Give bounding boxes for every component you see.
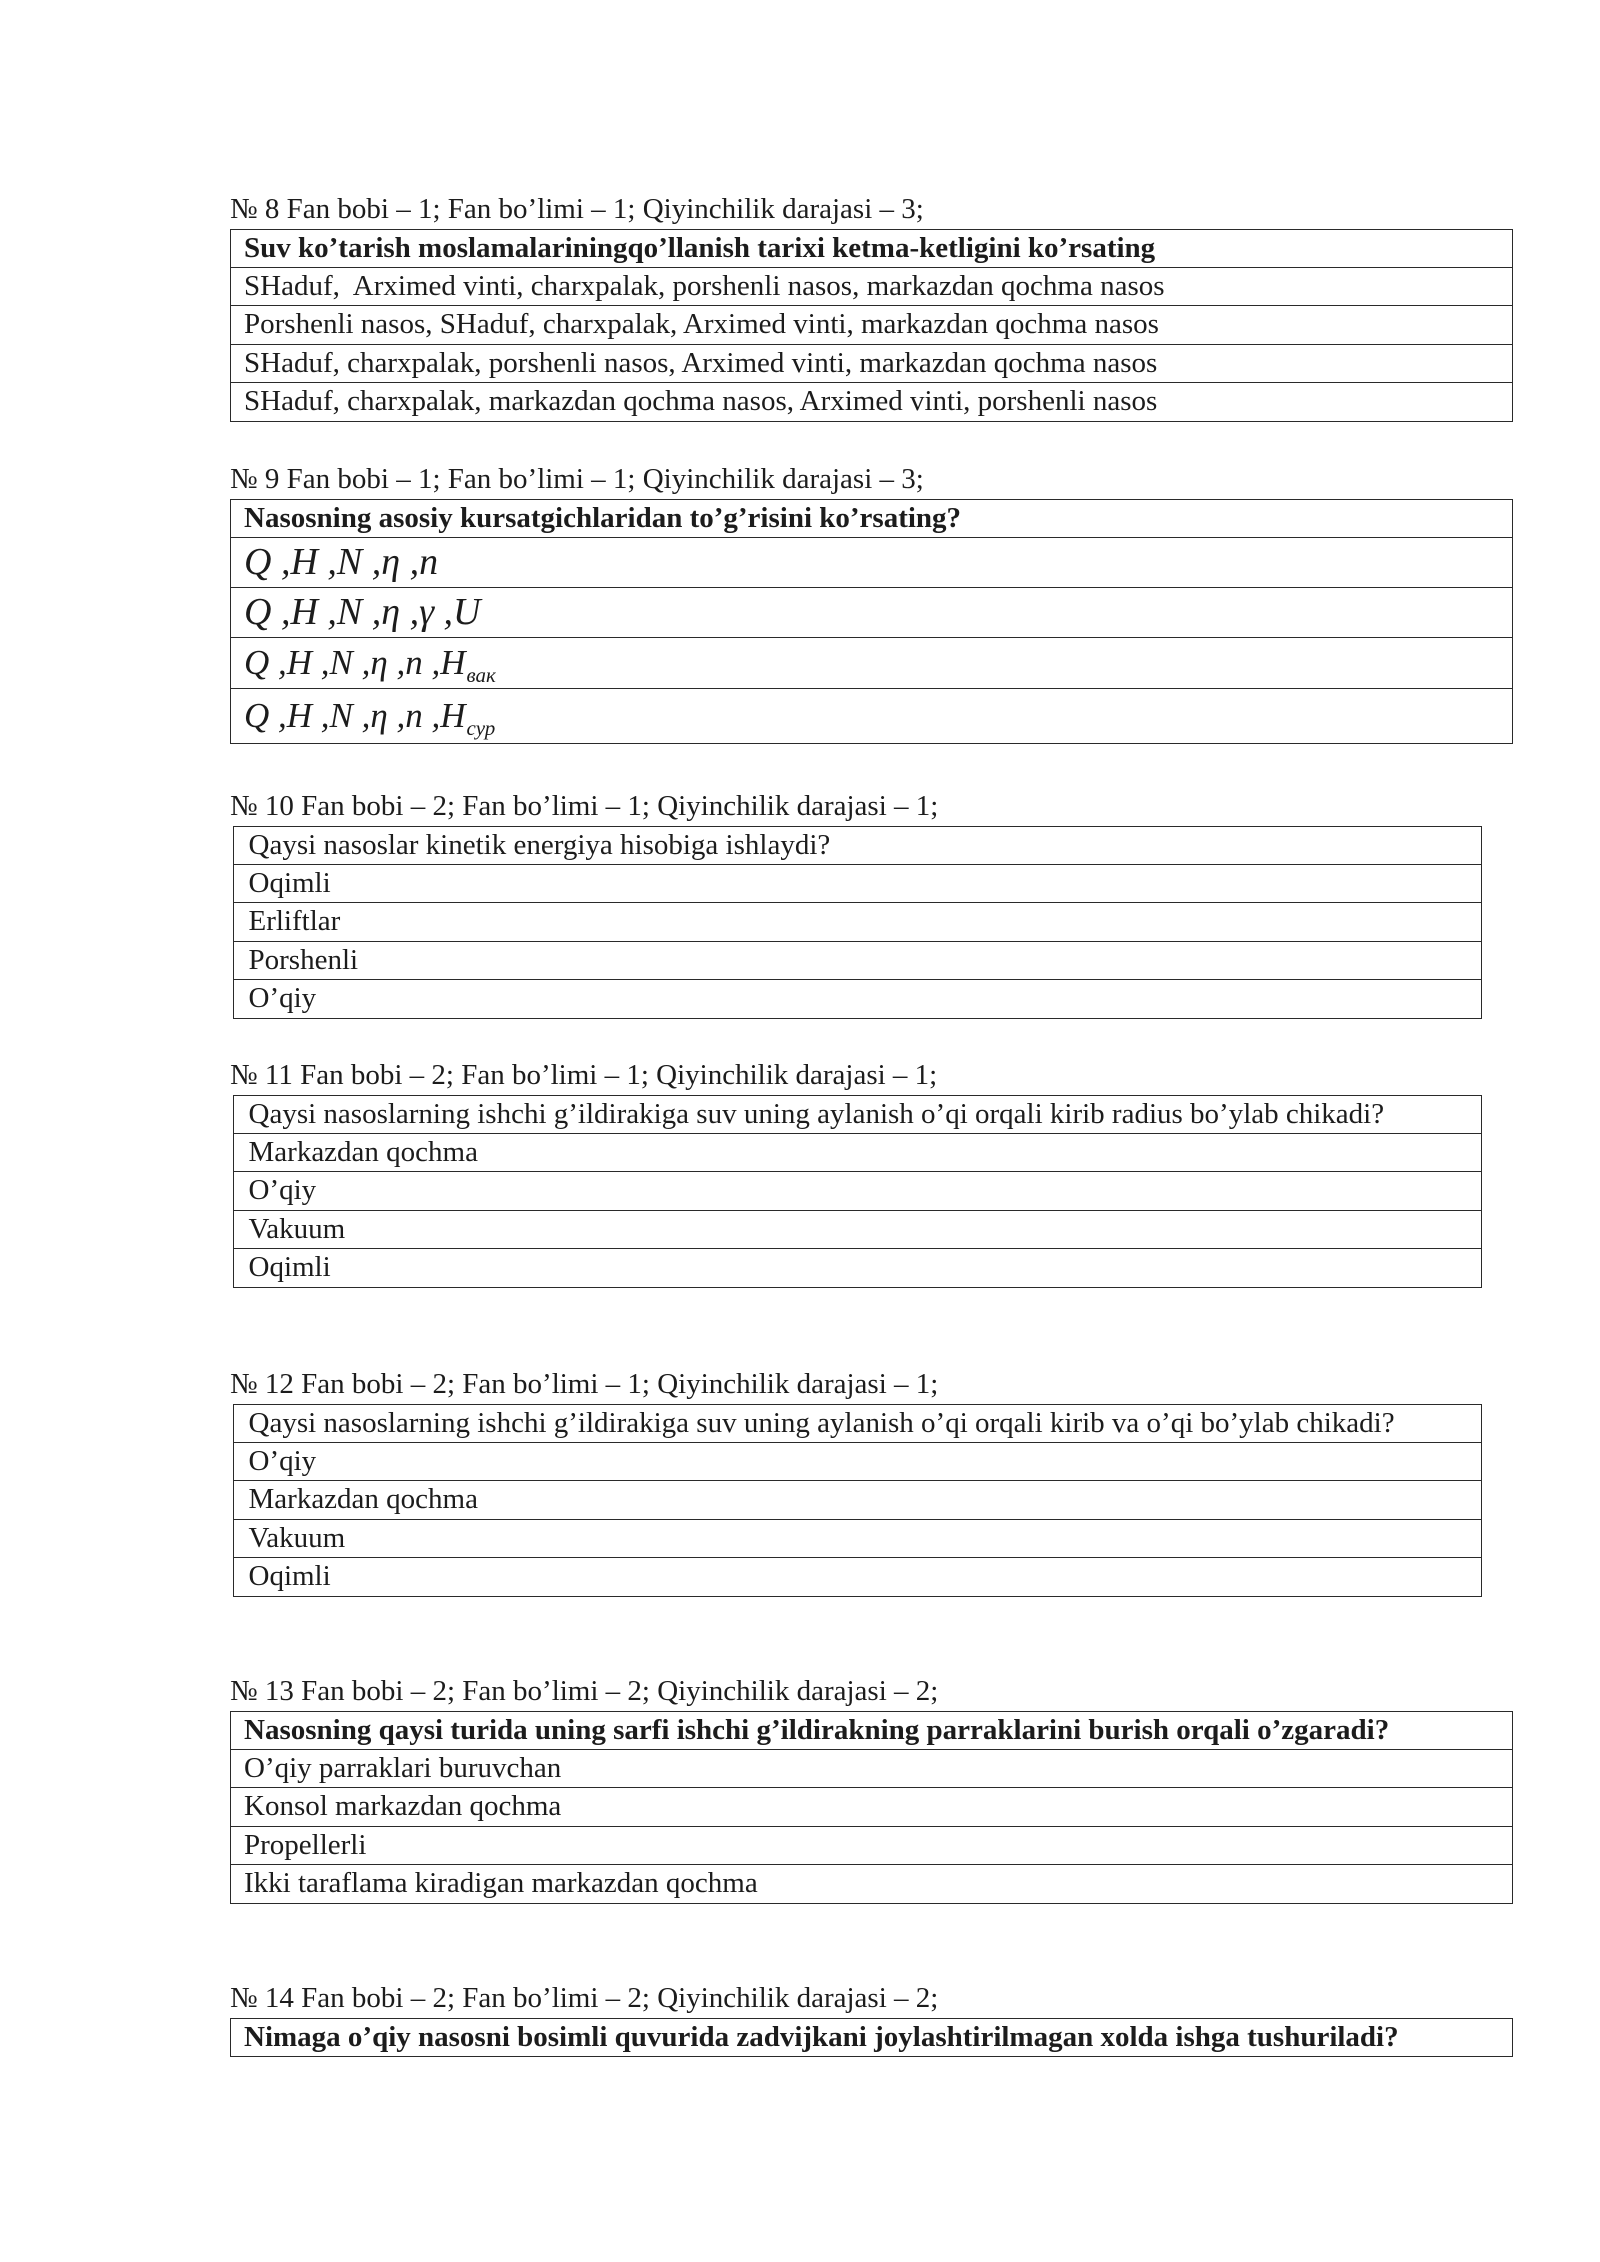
answer-option: SHaduf, Arximed vinti, charxpalak, porshenli nasos, markazdan qochma nasos bbox=[231, 267, 1512, 305]
answer-option: Markazdan qochma bbox=[234, 1480, 1481, 1518]
answer-option: SHaduf, charxpalak, markazdan qochma nasos, Arximed vinti, porshenli nasos bbox=[231, 382, 1512, 420]
answer-option: Porshenli nasos, SHaduf, charxpalak, Arximed vinti, markazdan qochma nasos bbox=[231, 305, 1512, 343]
question-header: № 12 Fan bobi – 2; Fan bo’limi – 1; Qiyinchilik darajasi – 1; bbox=[230, 1368, 939, 1400]
answer-option: Erliftlar bbox=[234, 902, 1481, 940]
formula-subscript: сур bbox=[466, 716, 496, 740]
answer-option: O’qiy bbox=[234, 1442, 1481, 1480]
question-table bbox=[230, 229, 1513, 422]
question-text: Qaysi nasoslar kinetik energiya hisobiga ishlaydi? bbox=[248, 828, 831, 861]
answer-option: O’qiy bbox=[234, 979, 1481, 1017]
answer-formula bbox=[231, 587, 1512, 638]
question-table bbox=[230, 2018, 1513, 2057]
question-block bbox=[230, 1979, 1513, 2057]
answer-formula bbox=[231, 637, 1512, 688]
answer-option: Porshenli bbox=[234, 941, 1481, 979]
answer-option: Oqimli bbox=[234, 1248, 1481, 1286]
question-table bbox=[233, 826, 1482, 1019]
question-header: № 10 Fan bobi – 2; Fan bo’limi – 1; Qiyinchilik darajasi – 1; bbox=[230, 790, 939, 822]
answer-option: Markazdan qochma bbox=[234, 1133, 1481, 1171]
answer-option: Ikki taraflama kiradigan markazdan qochma bbox=[231, 1864, 1512, 1902]
answer-option: Vakuum bbox=[234, 1519, 1481, 1557]
formula-text: Q ,H ,N ,η ,n bbox=[244, 541, 439, 584]
answer-option: O’qiy bbox=[234, 1171, 1481, 1209]
answer-option: Vakuum bbox=[234, 1210, 1481, 1248]
question-header: № 11 Fan bobi – 2; Fan bo’limi – 1; Qiyinchilik darajasi – 1; bbox=[230, 1059, 938, 1091]
question-text: Nasosning asosiy kursatgichlaridan to’g’risini ko’rsating? bbox=[244, 501, 962, 534]
question-header: № 9 Fan bobi – 1; Fan bo’limi – 1; Qiyinchilik darajasi – 3; bbox=[230, 463, 924, 495]
question-block bbox=[230, 460, 1513, 744]
question-header: № 8 Fan bobi – 1; Fan bo’limi – 1; Qiyinchilik darajasi – 3; bbox=[230, 193, 924, 225]
question-text: Suv ko’tarish moslamalariningqo’llanish tarixi ketma-ketligini ko’rsating bbox=[244, 231, 1156, 264]
question-header: № 14 Fan bobi – 2; Fan bo’limi – 2; Qiyinchilik darajasi – 2; bbox=[230, 1982, 939, 2014]
question-block bbox=[230, 1056, 1482, 1288]
question-block bbox=[230, 1365, 1482, 1597]
formula-text: Q ,H ,N ,η ,n ,H bbox=[244, 696, 466, 735]
answer-option: Oqimli bbox=[234, 864, 1481, 902]
question-header: № 13 Fan bobi – 2; Fan bo’limi – 2; Qiyinchilik darajasi – 2; bbox=[230, 1675, 939, 1707]
question-table bbox=[233, 1095, 1482, 1288]
answer-option: Oqimli bbox=[234, 1557, 1481, 1595]
question-text: Nimaga o’qiy nasosni bosimli quvurida zadvijkani joylashtirilmagan xolda ishga tushuriladi? bbox=[244, 2020, 1399, 2053]
answer-formula bbox=[231, 537, 1512, 587]
question-block bbox=[230, 1672, 1513, 1904]
question-block bbox=[230, 190, 1513, 422]
formula-subscript: вак bbox=[466, 663, 496, 688]
answer-option: Propellerli bbox=[231, 1826, 1512, 1864]
question-text: Qaysi nasoslarning ishchi g’ildirakiga suv uning aylanish o’qi orqali kirib radius bo’ylab chikadi? bbox=[248, 1097, 1385, 1130]
question-text: Nasosning qaysi turida uning sarfi ishchi g’ildirakning parraklarini burish orqali o’zgaradi? bbox=[244, 1713, 1390, 1746]
formula-text: Q ,H ,N ,η ,γ ,U bbox=[244, 591, 481, 634]
question-table bbox=[233, 1404, 1482, 1597]
question-text: Qaysi nasoslarning ishchi g’ildirakiga suv uning aylanish o’qi orqali kirib va o’qi bo’ylab chikadi? bbox=[248, 1406, 1395, 1439]
answer-option: Konsol markazdan qochma bbox=[231, 1787, 1512, 1825]
formula-text: Q ,H ,N ,η ,n ,H bbox=[244, 643, 466, 683]
answer-formula bbox=[231, 688, 1512, 743]
question-block bbox=[230, 787, 1482, 1019]
question-table bbox=[230, 499, 1513, 744]
answer-option: O’qiy parraklari buruvchan bbox=[231, 1749, 1512, 1787]
answer-option: SHaduf, charxpalak, porshenli nasos, Arximed vinti, markazdan qochma nasos bbox=[231, 344, 1512, 382]
question-table bbox=[230, 1711, 1513, 1904]
